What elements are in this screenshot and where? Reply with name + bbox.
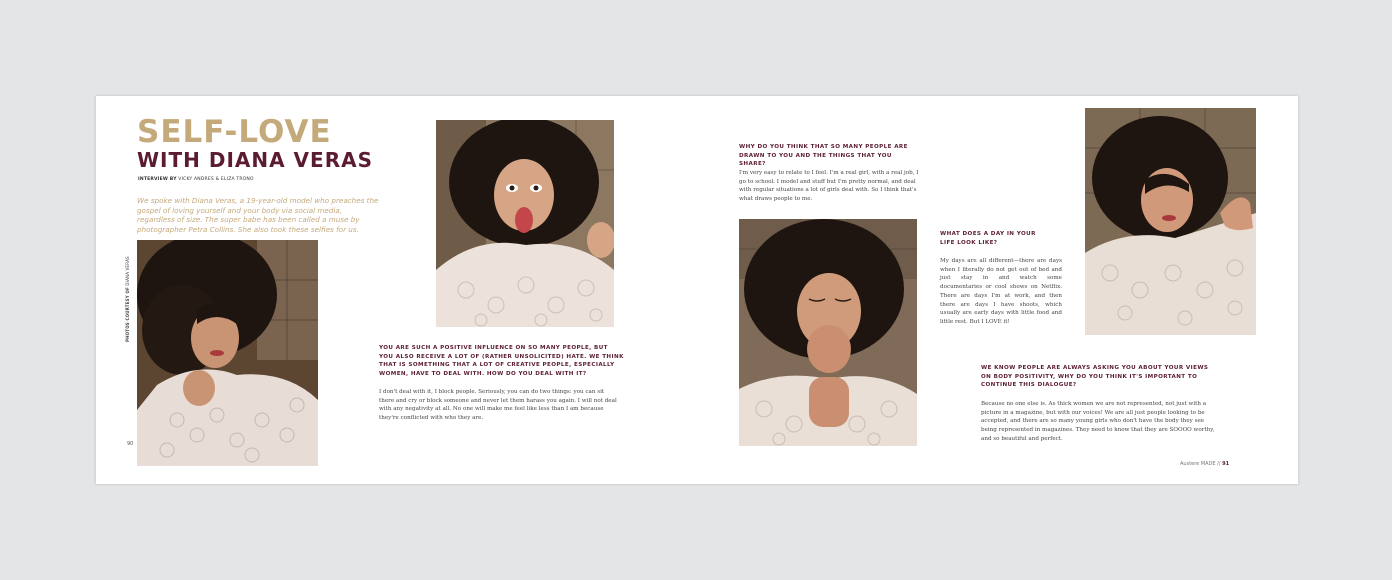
photo-credit bbox=[125, 232, 130, 342]
selfie-hand-in-hair-photo bbox=[1085, 108, 1256, 335]
article-title-line2: WITH DIANA VERAS bbox=[137, 148, 373, 172]
page-number-right: 91 bbox=[1222, 461, 1230, 467]
answer-4: Because no one else is. As thick women we are not represented, not just with a picture in a magazine, but with our voices! We are all just people looking to be accepted, and there are so many young girls who don't have the body they see being represented in magazines. They need to know that they are SOOOO worthy, and so beautiful and perfect. bbox=[981, 401, 1215, 442]
selfie-eyes-closed-photo bbox=[739, 219, 917, 446]
photo-credit-label: PHOTOS COURTESY OF bbox=[125, 287, 130, 342]
byline-label: INTERVIEW BY bbox=[138, 177, 177, 182]
question-2: WHY DO YOU THINK THAT SO MANY PEOPLE ARE DRAWN TO YOU AND THE THINGS THAT YOU SHARE? bbox=[739, 144, 908, 168]
byline-names: VICKY ANDRES & ELIZA TRONO bbox=[178, 177, 254, 182]
magazine-spread bbox=[96, 96, 1298, 484]
question-1: YOU ARE SUCH A POSITIVE INFLUENCE ON SO MANY PEOPLE, BUT YOU ALSO RECEIVE A LOT OF (RATHER UNSOLICITED) HATE. WE THINK THAT IS SOMETHING THAT A LOT OF CREATIVE PEOPLE, ESPECIALLY WOMEN, HAVE TO DEAL WITH. HOW DO YOU DEAL WITH IT? bbox=[379, 345, 624, 377]
footer-magazine-name: Austere MADE // bbox=[1180, 461, 1221, 467]
selfie-hand-on-chin-photo bbox=[137, 240, 318, 466]
answer-3: My days are all different—there are days when I literally do not get out of bed and just stay in and watch some documentaries or cool shows on Netflix. There are days I'm at work, and then there are days I have shoots, which usually are early days with little food and little rest. But I LOVE it! bbox=[940, 258, 1062, 325]
page-number-left: 90 bbox=[127, 441, 134, 447]
byline bbox=[138, 177, 254, 182]
question-4: WE KNOW PEOPLE ARE ALWAYS ASKING YOU ABOUT YOUR VIEWS ON BODY POSITIVITY, WHY DO YOU THINK IT'S IMPORTANT TO CONTINUE THIS DIALOGUE? bbox=[981, 365, 1209, 389]
answer-1: I don't deal with it, I block people. Seriously, you can do two things: you can sit there and cry or block someone and never let them harass you again. I will not deal with any negativity at all. No one will make me feel like less than I am because they're conflicted with who they are. bbox=[379, 389, 617, 422]
article-title-line1: SELF-LOVE bbox=[137, 114, 332, 150]
article-intro: We spoke with Diana Veras, a 19-year-old model who preaches the gospel of loving yourself and your body via social media, regardless of size. The super babe has been called a muse by photographer Petra Collins. She also took these selfies for us. bbox=[137, 196, 379, 234]
question-3: WHAT DOES A DAY IN YOUR LIFE LOOK LIKE? bbox=[940, 231, 1036, 246]
page-footer-right bbox=[1180, 461, 1229, 467]
answer-2: I'm very easy to relate to I feel. I'm a real girl, with a real job, I go to school. I model and stuff but I'm pretty normal, and deal with regular situations a lot of girls deal with. So I think that's what draws people to me. bbox=[739, 170, 919, 203]
selfie-tongue-out-photo bbox=[436, 120, 614, 327]
photo-credit-name: DIANA VERAS bbox=[125, 256, 130, 286]
